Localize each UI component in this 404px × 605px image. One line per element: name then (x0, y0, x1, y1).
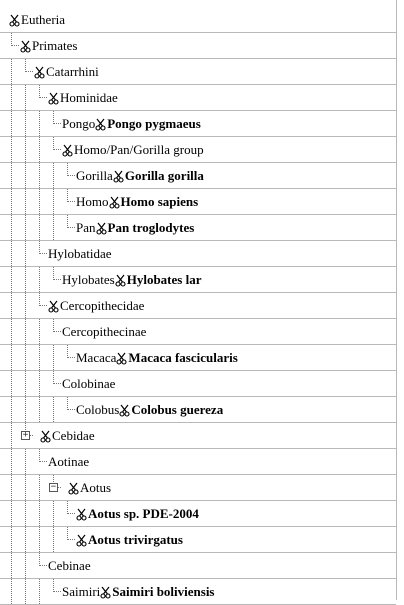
tree-guide-line (11, 449, 12, 474)
tree-node[interactable] (48, 557, 91, 575)
node-species-label: Colobus guereza (131, 402, 224, 417)
node-label: Homo/Pan/Gorilla group (74, 142, 204, 157)
tree-row (0, 345, 396, 371)
tree-row (0, 85, 396, 111)
tree-connector (53, 111, 61, 124)
tree-row (0, 163, 396, 189)
tree-guide-line (11, 345, 12, 370)
tree-guide-line (25, 137, 26, 162)
tree-right-border (396, 0, 397, 600)
tree-guide-line (11, 423, 12, 448)
tree-connector (53, 579, 61, 592)
tree-guide-line (39, 137, 40, 162)
tree-guide-line (11, 111, 12, 136)
tree-node[interactable] (76, 219, 194, 237)
node-label: Catarrhini (46, 64, 99, 79)
tree-guide-line (11, 59, 12, 84)
tree-row (0, 241, 396, 267)
tree-connector (39, 553, 47, 566)
node-label: Cebidae (52, 428, 95, 443)
tree-node[interactable] (34, 63, 99, 81)
tree-connector (39, 449, 47, 462)
node-species-label: Pongo pygmaeus (107, 116, 201, 131)
tree-guide-line (53, 189, 54, 214)
tree-row (0, 215, 396, 241)
tree-connector (39, 241, 47, 254)
tree-guide-line (25, 553, 26, 578)
node-label: Aotinae (48, 454, 90, 469)
tree-guide-line (25, 449, 26, 474)
tree-connector (67, 163, 75, 176)
tree-connector (53, 267, 61, 280)
node-genus-label: Hylobates (62, 272, 115, 287)
node-genus-label: Pongo (62, 116, 96, 131)
node-genus-label: Macaca (76, 350, 117, 365)
node-genus-label: Homo (76, 194, 109, 209)
tree-guide-line (25, 189, 26, 214)
tree-guide-line (25, 579, 26, 604)
scissors-icon (20, 40, 31, 53)
node-species-label: Saimiri boliviensis (112, 584, 215, 599)
tree-guide-line (25, 397, 26, 422)
node-species-label: Hylobates lar (126, 272, 202, 287)
scissors-icon (113, 170, 124, 183)
scissors-icon (96, 222, 107, 235)
scissors-icon (34, 66, 45, 79)
tree-guide-line (53, 397, 54, 422)
node-species-label: Gorilla gorilla (124, 168, 204, 183)
tree-connector (53, 137, 61, 150)
tree-guide-line (53, 215, 54, 240)
tree-node[interactable] (68, 479, 111, 497)
tree-guide-line (25, 267, 26, 292)
tree-guide-line (39, 527, 40, 552)
tree-guide-line (11, 267, 12, 292)
tree-node[interactable] (48, 89, 118, 107)
tree-guide-line (39, 501, 40, 526)
tree-node[interactable] (62, 271, 201, 289)
tree-guide-line (25, 163, 26, 188)
tree-row (0, 579, 396, 605)
node-label: Primates (32, 38, 78, 53)
tree-guide-line (39, 345, 40, 370)
node-label: Hominidae (60, 90, 118, 105)
tree-node[interactable] (76, 349, 238, 367)
tree-guide-line (25, 241, 26, 266)
tree-node[interactable] (9, 11, 65, 29)
node-label: Cercopithecidae (60, 298, 145, 313)
scissors-icon (62, 144, 73, 157)
node-label: Hylobatidae (48, 246, 112, 261)
tree-guide-line (11, 85, 12, 110)
scissors-icon (48, 92, 59, 105)
tree-guide-line (11, 241, 12, 266)
tree-node[interactable] (62, 115, 201, 133)
tree-node[interactable] (40, 427, 95, 445)
node-species-label: Pan troglodytes (107, 220, 195, 235)
scissors-icon (100, 586, 111, 599)
node-label: Colobinae (62, 376, 116, 391)
tree-guide-line (11, 319, 12, 344)
tree-guide-line (11, 527, 12, 552)
scissors-icon (9, 14, 20, 27)
node-species-label: Macaca fascicularis (128, 350, 238, 365)
tree-connector (67, 527, 75, 540)
tree-node[interactable] (76, 401, 223, 419)
node-label: Aotus (80, 480, 112, 495)
tree-guide-line (25, 501, 26, 526)
collapse-toggle-icon[interactable]: − (50, 482, 57, 492)
node-label: Eutheria (21, 12, 66, 27)
tree-guide-line (11, 397, 12, 422)
tree-guide-line (25, 319, 26, 344)
tree-guide-line (11, 137, 12, 162)
tree-guide-line (11, 475, 12, 500)
tree-guide-line (25, 345, 26, 370)
tree-guide-line (53, 163, 54, 188)
tree-row (0, 449, 396, 475)
tree-guide-line (39, 215, 40, 240)
tree-guide-line (11, 189, 12, 214)
node-genus-label: Pan (76, 220, 96, 235)
tree-node[interactable] (76, 193, 198, 211)
tree-row (0, 319, 396, 345)
tree-guide-line (25, 85, 26, 110)
tree-row (0, 293, 396, 319)
tree-guide-line (53, 501, 54, 526)
scissors-icon (76, 534, 87, 547)
tree-guide-line (39, 371, 40, 396)
tree-node[interactable] (48, 297, 144, 315)
tree-row (0, 501, 396, 527)
tree-node[interactable] (62, 583, 215, 601)
tree-row (0, 111, 396, 137)
tree-node[interactable] (62, 141, 204, 159)
tree-connector (67, 501, 75, 514)
scissors-icon (40, 430, 51, 443)
tree-node[interactable] (62, 323, 146, 341)
tree-row (0, 33, 396, 59)
tree-row (0, 7, 396, 33)
scissors-icon (48, 300, 59, 313)
tree-guide-line (11, 501, 12, 526)
tree-node[interactable] (76, 531, 183, 549)
tree-guide-line (39, 475, 40, 500)
tree-row (0, 267, 396, 293)
tree-connector (67, 215, 75, 228)
tree-node[interactable] (76, 167, 204, 185)
tree-guide-line (25, 293, 26, 318)
tree-guide-line (11, 215, 12, 240)
tree-guide-line (39, 111, 40, 136)
tree-row (0, 423, 396, 449)
tree-row (0, 475, 396, 501)
tree-guide-line (11, 579, 12, 604)
tree-connector (39, 85, 47, 98)
tree-guide-line (39, 579, 40, 604)
tree-node[interactable] (76, 505, 199, 523)
tree-connector (53, 371, 61, 384)
tree-node[interactable] (62, 375, 115, 393)
tree-guide-line (25, 111, 26, 136)
tree-guide-line (39, 163, 40, 188)
tree-guide-line (25, 527, 26, 552)
tree-guide-line (11, 163, 12, 188)
node-species-label: Aotus sp. PDE-2004 (88, 506, 199, 521)
tree-guide-line (25, 371, 26, 396)
tree-guide-line (25, 215, 26, 240)
tree-connector (25, 59, 33, 72)
scissors-icon (68, 482, 79, 495)
tree-guide-line (53, 345, 54, 370)
tree-guide-line (39, 267, 40, 292)
tree-guide-line (39, 319, 40, 344)
scissors-icon (115, 274, 126, 287)
tree-row (0, 137, 396, 163)
tree-guide-line (11, 293, 12, 318)
node-species-label: Homo sapiens (120, 194, 199, 209)
tree-connector (67, 345, 75, 358)
tree-row (0, 59, 396, 85)
tree-row (0, 553, 396, 579)
tree-connector (39, 293, 47, 306)
tree-row (0, 371, 396, 397)
node-genus-label: Saimiri (62, 584, 101, 599)
tree-guide-line (53, 527, 54, 552)
scissors-icon (119, 404, 130, 417)
node-label: Cebinae (48, 558, 91, 573)
node-genus-label: Gorilla (76, 168, 113, 183)
tree-node[interactable] (48, 453, 89, 471)
tree-row (0, 189, 396, 215)
tree-guide-line (39, 189, 40, 214)
node-label: Cercopithecinae (62, 324, 147, 339)
tree-guide-line (11, 553, 12, 578)
tree-connector (53, 319, 61, 332)
scissors-icon (116, 352, 127, 365)
scissors-icon (109, 196, 120, 209)
tree-guide-line (25, 475, 26, 500)
scissors-icon (76, 508, 87, 521)
tree-node[interactable] (20, 37, 78, 55)
tree-node[interactable] (48, 245, 112, 263)
tree-connector (11, 33, 19, 46)
tree-row (0, 527, 396, 553)
tree-guide-line (39, 397, 40, 422)
expand-toggle-icon[interactable]: + (22, 430, 29, 440)
scissors-icon (95, 118, 106, 131)
node-genus-label: Colobus (76, 402, 120, 417)
tree-guide-line (11, 371, 12, 396)
tree-connector (67, 189, 75, 202)
node-species-label: Aotus trivirgatus (88, 532, 183, 547)
tree-row (0, 397, 396, 423)
tree-connector (67, 397, 75, 410)
